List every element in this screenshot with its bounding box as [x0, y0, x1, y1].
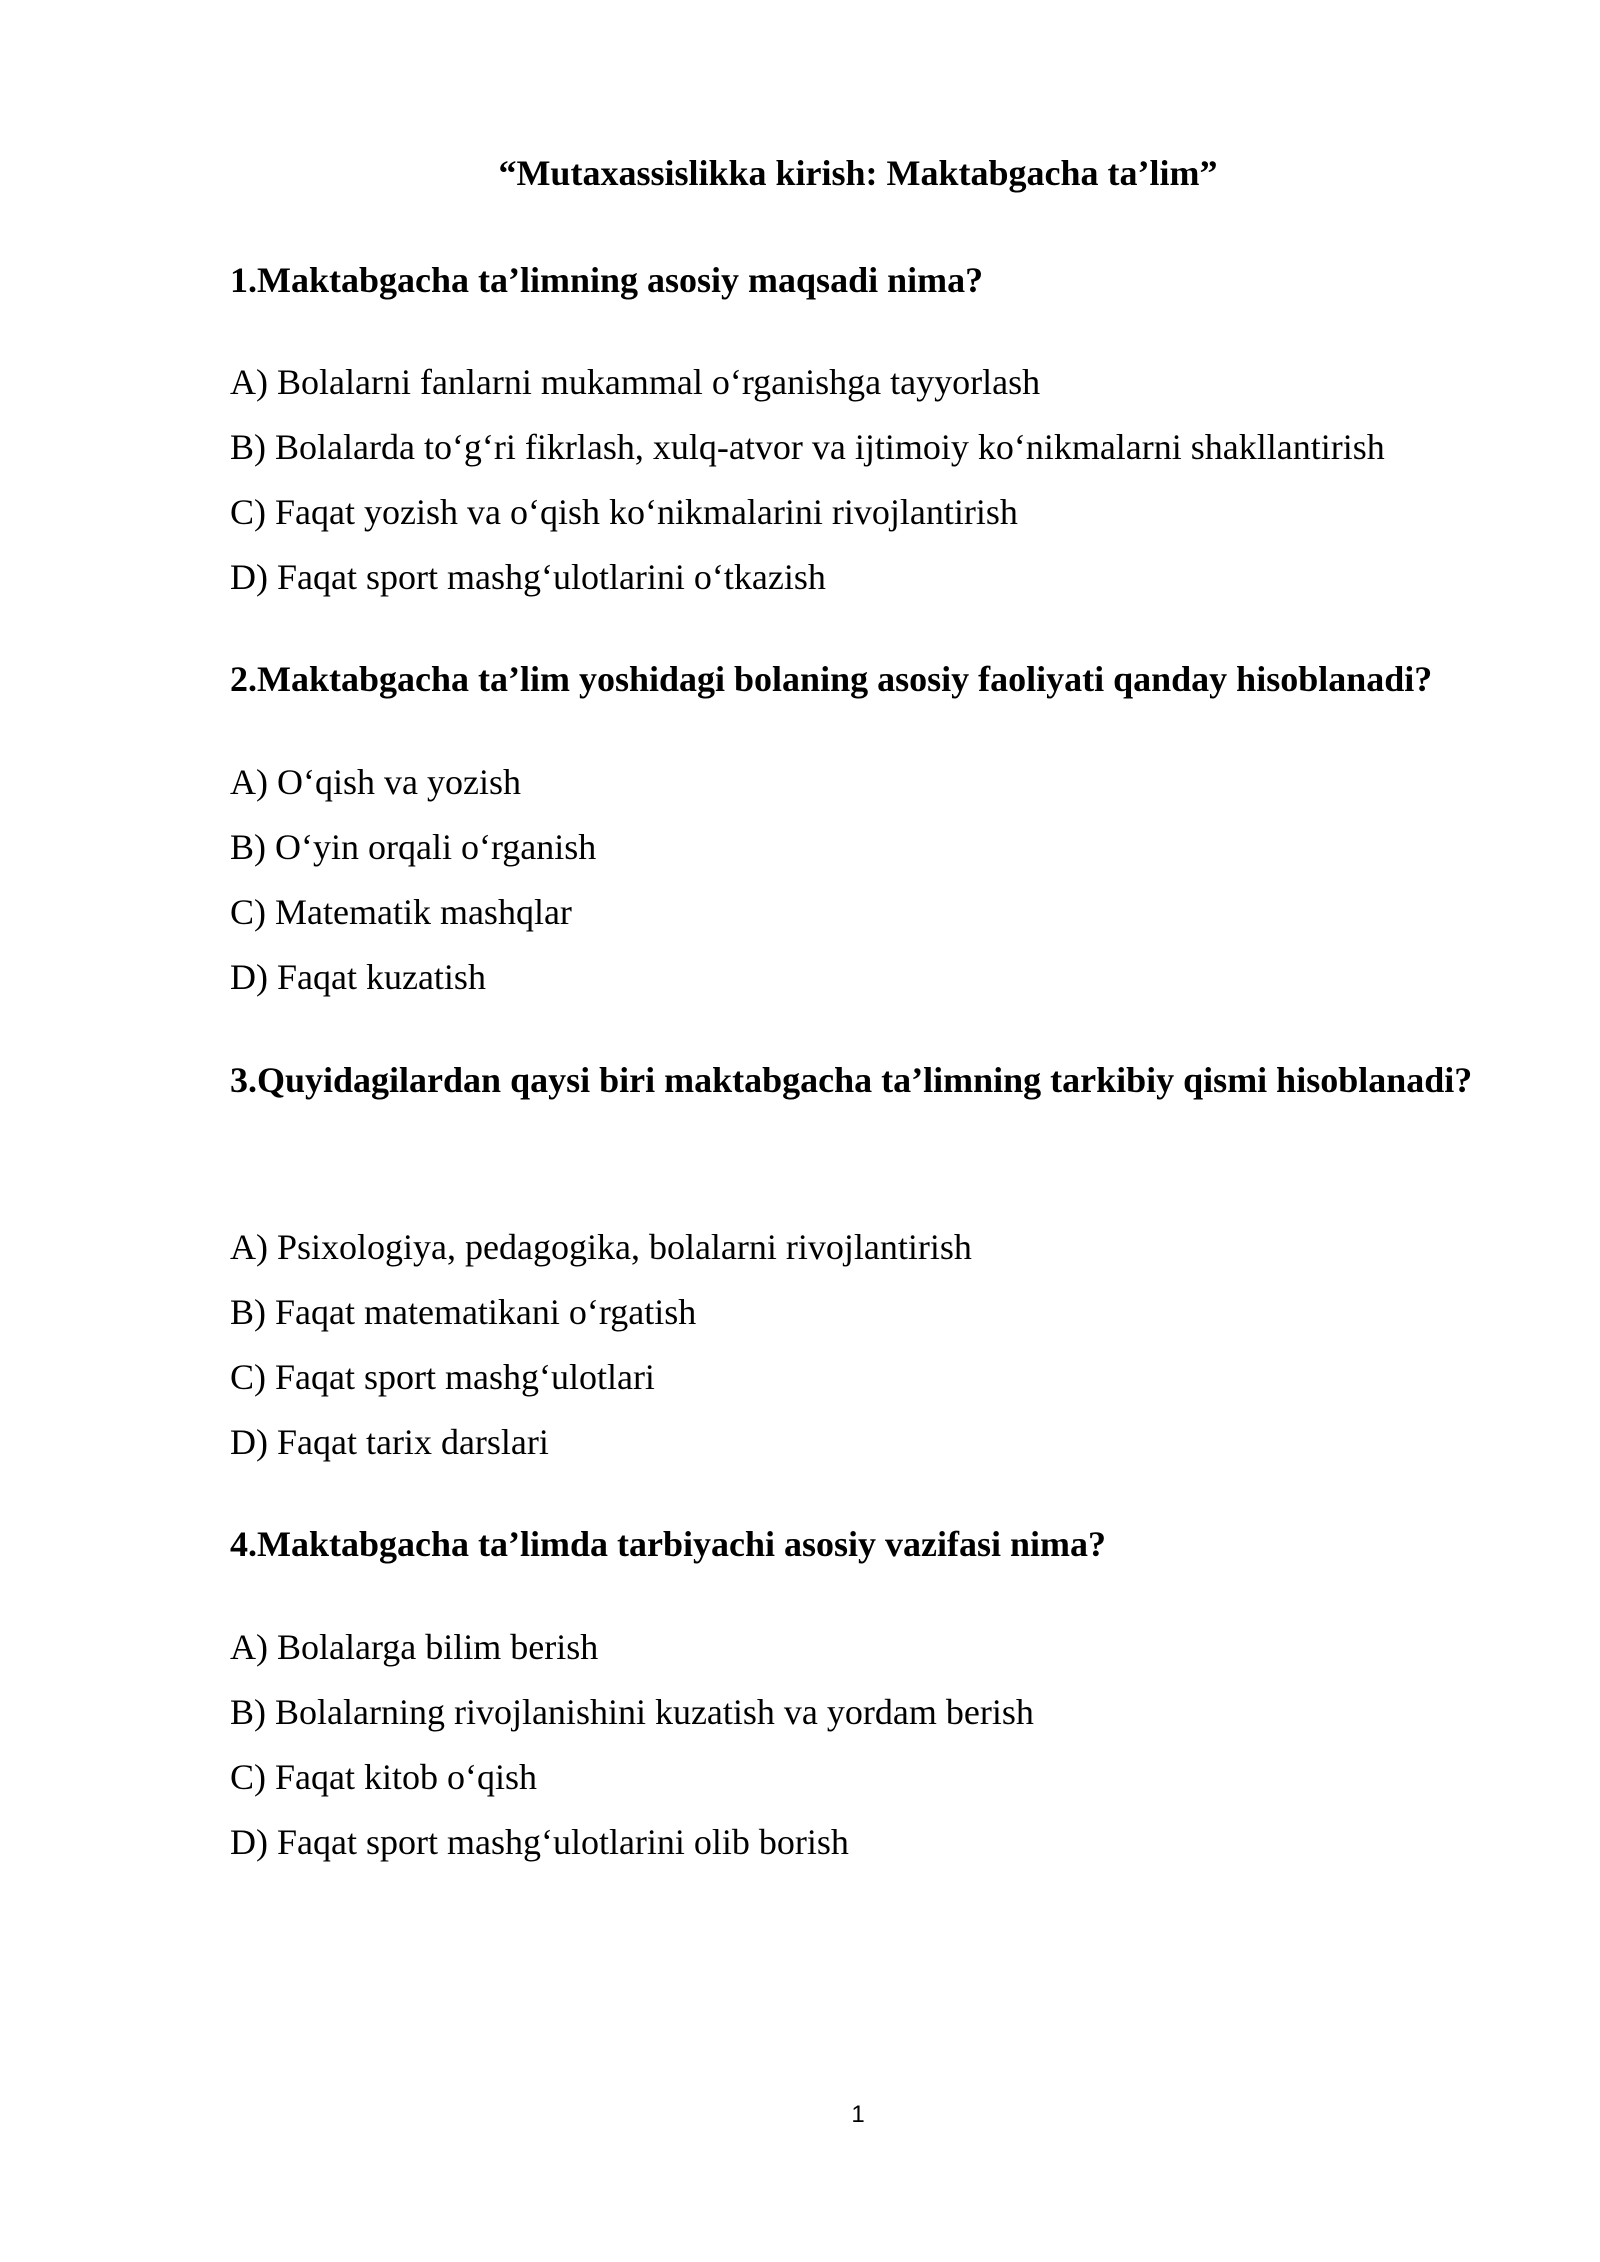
answer-option: D) Faqat tarix darslari	[230, 1422, 549, 1462]
question-1: 1.Maktabgacha ta’limning asosiy maqsadi nima?	[230, 260, 984, 300]
answer-option: D) Faqat sport mashg‘ulotlarini olib borish	[230, 1822, 849, 1862]
question-2: 2.Maktabgacha ta’lim yoshidagi bolaning asosiy faoliyati qanday hisoblanadi?	[230, 659, 1433, 699]
question-2-options	[230, 750, 596, 1010]
answer-option: B) Bolalarning rivojlanishini kuzatish va yordam berish	[230, 1692, 1034, 1732]
answer-option: C) Matematik mashqlar	[230, 892, 572, 932]
answer-option: D) Faqat sport mashg‘ulotlarini o‘tkazish	[230, 557, 826, 597]
answer-option: A) Bolalarni fanlarni mukammal o‘rganishga tayyorlash	[230, 362, 1041, 402]
page-number: 1	[851, 2101, 865, 2128]
answer-option: B) O‘yin orqali o‘rganish	[230, 827, 597, 867]
answer-option: C) Faqat kitob o‘qish	[230, 1757, 537, 1797]
question-1-options	[230, 350, 1385, 610]
answer-option: C) Faqat sport mashg‘ulotlari	[230, 1357, 655, 1397]
answer-option: D) Faqat kuzatish	[230, 957, 486, 997]
answer-option: A) Psixologiya, pedagogika, bolalarni rivojlantirish	[230, 1227, 972, 1267]
question-4-options	[230, 1615, 1034, 1875]
question-3-options	[230, 1215, 972, 1475]
document-title: “Mutaxassislikka kirish: Maktabgacha ta’lim”	[498, 153, 1218, 193]
question-3: 3.Quyidagilardan qaysi biri maktabgacha ta’limning tarkibiy qismi hisoblanadi?	[230, 1060, 1473, 1100]
answer-option: A) Bolalarga bilim berish	[230, 1627, 599, 1667]
question-4: 4.Maktabgacha ta’limda tarbiyachi asosiy vazifasi nima?	[230, 1524, 1107, 1564]
answer-option: B) Faqat matematikani o‘rgatish	[230, 1292, 697, 1332]
answer-option: A) O‘qish va yozish	[230, 762, 521, 802]
answer-option: B) Bolalarda to‘g‘ri fikrlash, xulq-atvor va ijtimoiy ko‘nikmalarni shakllantirish	[230, 427, 1385, 467]
answer-option: C) Faqat yozish va o‘qish ko‘nikmalarini rivojlantirish	[230, 492, 1018, 532]
